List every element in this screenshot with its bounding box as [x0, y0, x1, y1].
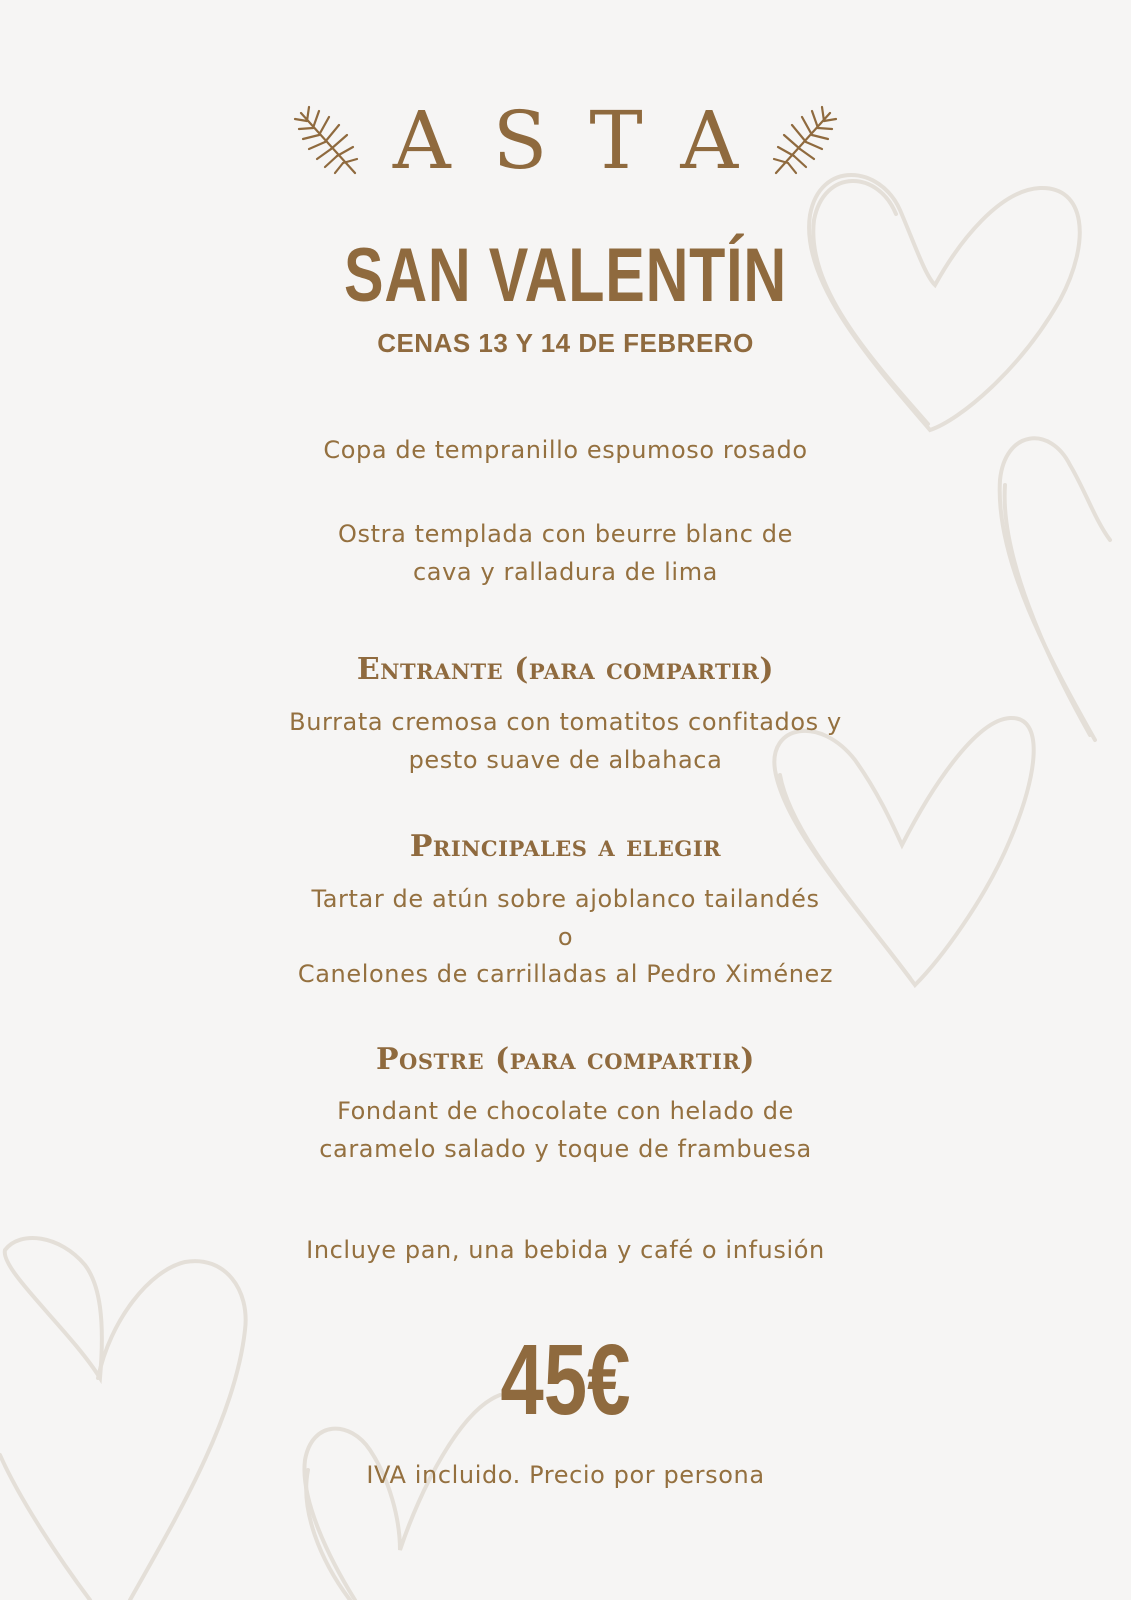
starter-line-2: pesto suave de albahaca — [408, 746, 723, 774]
page-subtitle: CENAS 13 Y 14 DE FEBRERO — [377, 328, 754, 358]
page-title: SAN VALENTÍN — [344, 233, 787, 318]
palm-sprig-left-icon — [293, 103, 363, 179]
dessert-line-2: caramelo salado y toque de frambuesa — [319, 1135, 812, 1163]
welcome-drink: Copa de tempranillo espumoso rosado — [323, 436, 808, 464]
appetizer-line-2: cava y ralladura de lima — [413, 558, 718, 586]
price-note: IVA incluido. Precio por persona — [366, 1461, 765, 1489]
includes-note: Incluye pan, una bebida y café o infusión — [306, 1236, 825, 1264]
main-option-2: Canelones de carrilladas al Pedro Ximénez — [297, 960, 834, 988]
brand-logo — [0, 96, 1131, 186]
mains-heading: Principales a elegir — [409, 829, 722, 864]
price: 45€ — [500, 1324, 631, 1436]
appetizer-line-1: Ostra templada con beurre blanc de — [338, 520, 793, 548]
starter-line-1: Burrata cremosa con tomatitos confitados y — [289, 708, 842, 736]
palm-sprig-right-icon — [768, 103, 838, 179]
dessert-heading: Postre (para compartir) — [376, 1042, 755, 1077]
dessert-line-1: Fondant de chocolate con helado de — [337, 1097, 794, 1125]
starter-heading: Entrante (para compartir) — [356, 652, 775, 687]
main-option-1: Tartar de atún sobre ajoblanco tailandés — [311, 885, 820, 913]
brand-name: ASTA — [392, 94, 781, 187]
main-separator: o — [557, 923, 574, 951]
